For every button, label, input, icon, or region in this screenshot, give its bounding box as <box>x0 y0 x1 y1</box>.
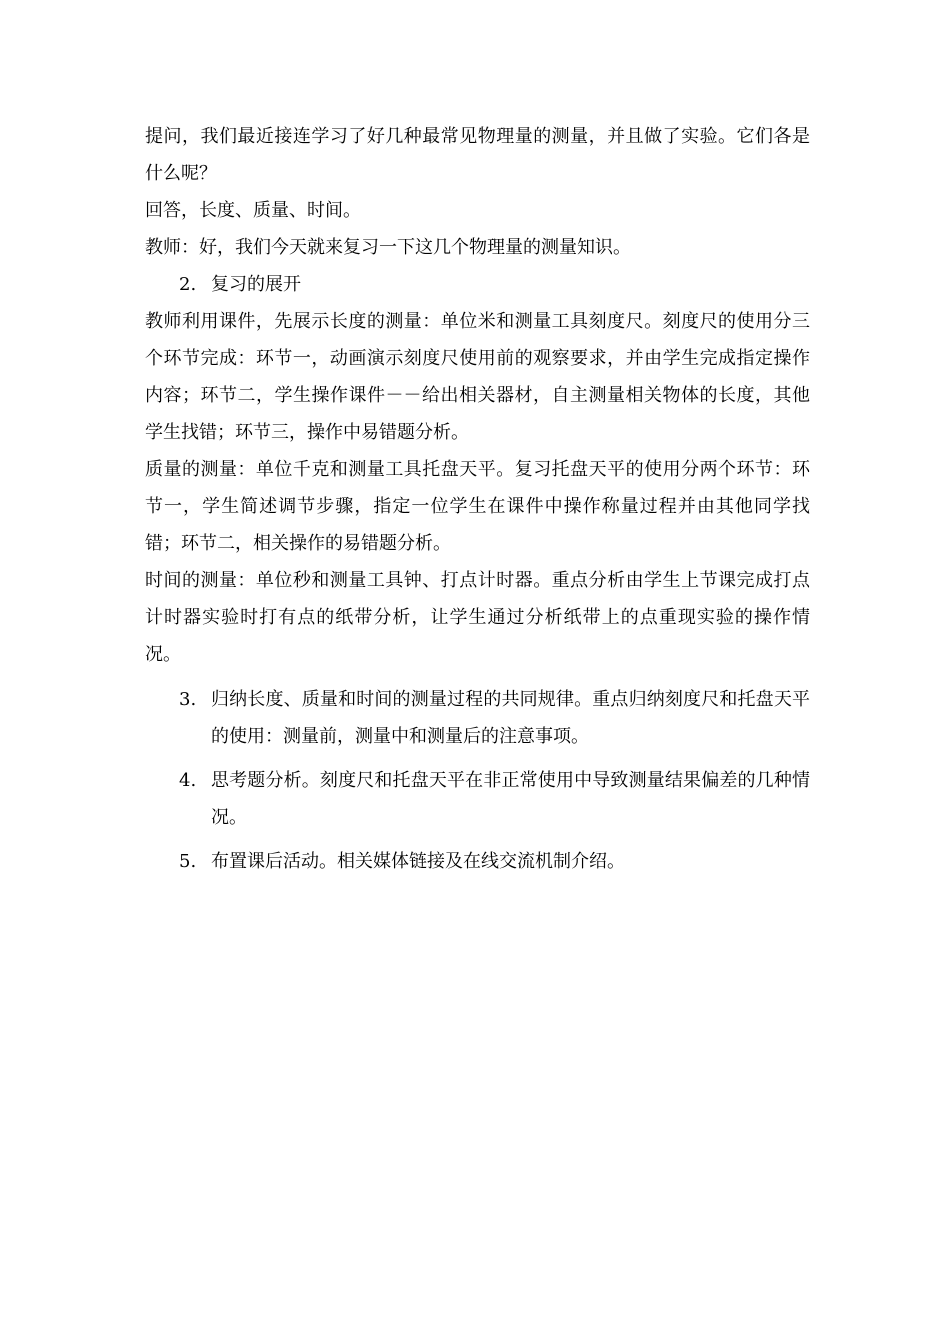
document-body <box>145 118 810 887</box>
section-2-heading <box>145 266 810 303</box>
numbered-list <box>145 681 810 880</box>
mass-measurement-paragraph: 质量的测量：单位千克和测量工具托盘天平。复习托盘天平的使用分两个环节：环节一，学生简述调节步骤，指定一位学生在课件中操作称量过程并由其他同学找错；环节二，相关操作的易错题分析。 <box>145 459 810 554</box>
list-item <box>145 762 810 836</box>
list-item <box>145 681 810 755</box>
section-2-title: 复习的展开 <box>211 274 301 295</box>
length-measurement-paragraph: 教师利用课件，先展示长度的测量：单位米和测量工具刻度尺。刻度尺的使用分三个环节完成：环节一，动画演示刻度尺使用前的观察要求，并由学生完成指定操作内容；环节二，学生操作课件－－给出相关器材，自主测量相关物体的长度，其他学生找错；环节三，操作中易错题分析。 <box>145 311 810 443</box>
list-item <box>145 843 810 880</box>
list-item-number: 4. <box>179 770 197 791</box>
intro-question-paragraph: 提问，我们最近接连学习了好几种最常见物理量的测量，并且做了实验。它们各是什么呢？ <box>145 126 810 184</box>
list-item-number: 5. <box>179 851 197 872</box>
intro-answer-paragraph: 回答，长度、质量、时间。 <box>145 200 361 221</box>
list-item-text: 思考题分析。刻度尺和托盘天平在非正常使用中导致测量结果偏差的几种情况。 <box>211 770 810 828</box>
time-measurement-paragraph: 时间的测量：单位秒和测量工具钟、打点计时器。重点分析由学生上节课完成打点计时器实验时打有点的纸带分析，让学生通过分析纸带上的点重现实验的操作情况。 <box>145 570 810 665</box>
list-item-text: 归纳长度、质量和时间的测量过程的共同规律。重点归纳刻度尺和托盘天平的使用：测量前，测量中和测量后的注意事项。 <box>211 689 810 747</box>
section-2-number: 2. <box>179 274 197 295</box>
list-item-text: 布置课后活动。相关媒体链接及在线交流机制介绍。 <box>211 851 625 872</box>
list-item-number: 3. <box>179 689 197 710</box>
intro-teacher-paragraph: 教师：好，我们今天就来复习一下这几个物理量的测量知识。 <box>145 237 631 258</box>
